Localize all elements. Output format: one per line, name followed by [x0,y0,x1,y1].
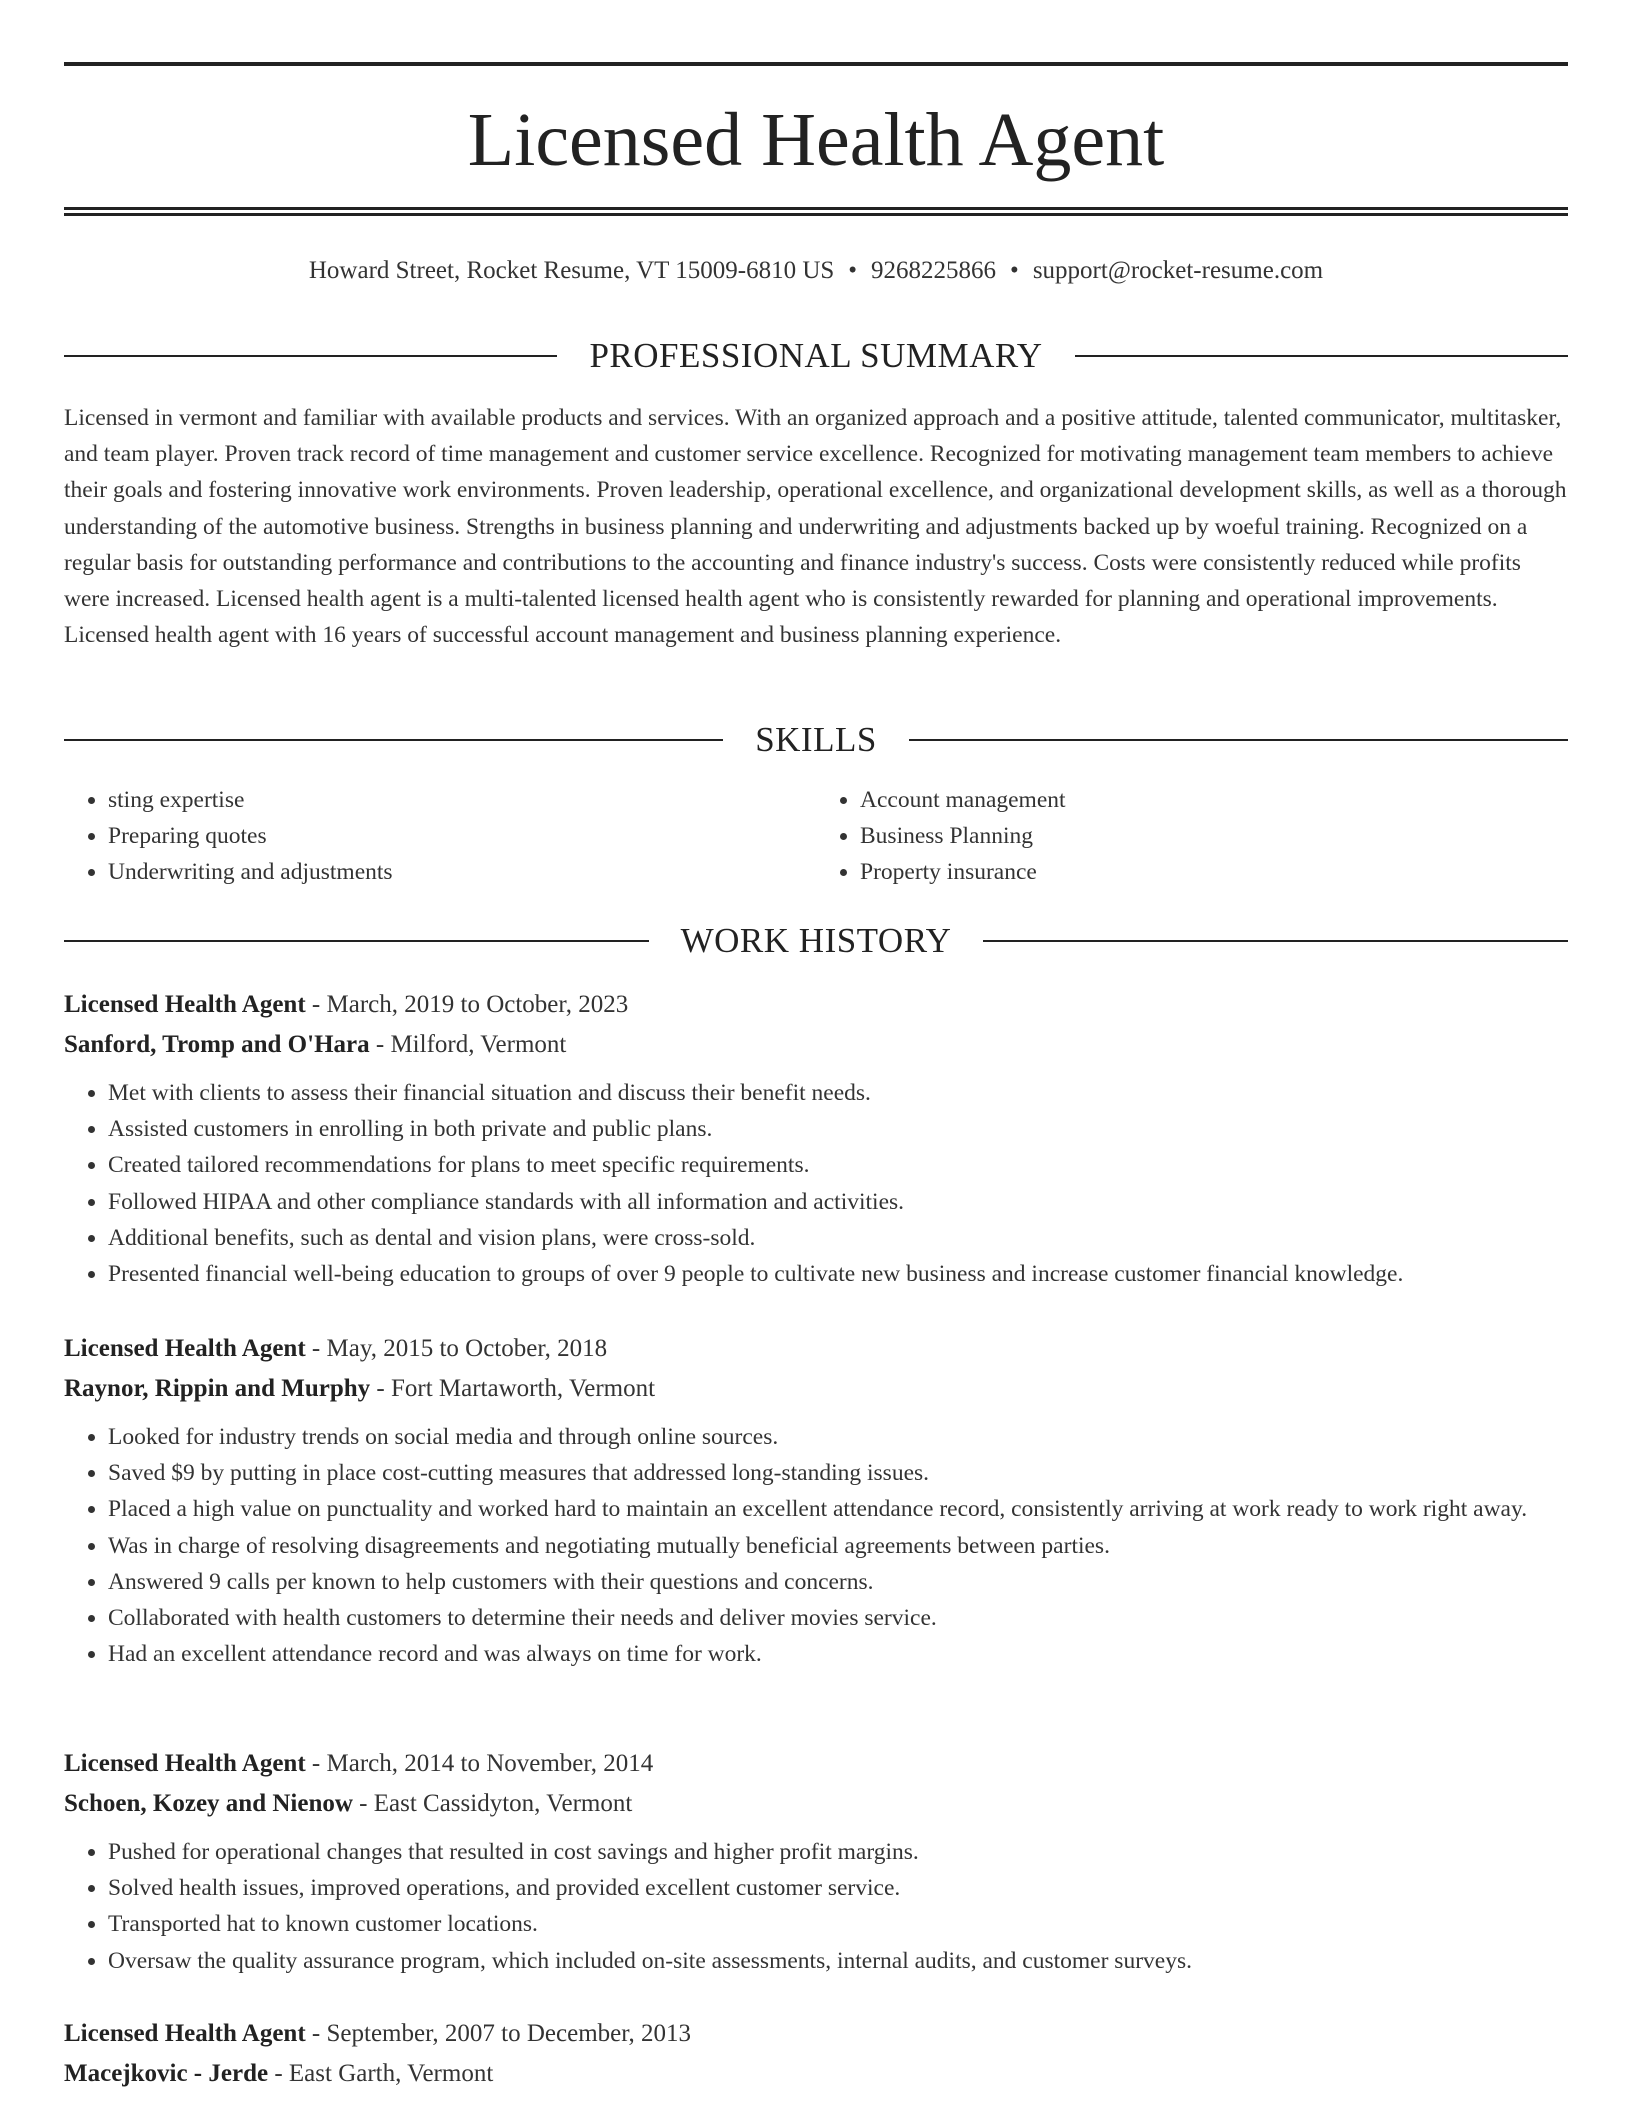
top-rule [64,62,1568,66]
contact-phone: 9268225866 [871,257,997,284]
contact-separator: • [1010,257,1019,284]
job-bullet: • Pushed for operational changes that resulted in cost savings and higher profit margins. [108,1834,1568,1870]
job-bullet: • Collaborated with health customers to determine their needs and deliver movies service. [108,1600,1568,1636]
job-company-line [64,1784,1568,1824]
job-entry [64,2014,1568,2094]
job-dates: - May, 2015 to October, 2018 [305,1335,608,1362]
summary-heading [64,336,1568,376]
resume-page [64,0,1568,2112]
job-location: - Fort Martaworth, Vermont [370,1375,656,1402]
job-bullet: • Presented financial well-being education to groups of over 9 people to cultivate new business and increase customer financial knowledge. [108,1256,1568,1292]
job-entry [64,1329,1568,1672]
job-bullets [64,1419,1568,1672]
divider-line [909,739,1568,741]
job-company: Schoen, Kozey and Nienow [64,1790,353,1817]
job-company: Sanford, Tromp and O'Hara [64,1031,370,1058]
skills-list [64,782,1568,890]
job-bullet: • Assisted customers in enrolling in both private and public plans. [108,1111,1568,1147]
job-company: Raynor, Rippin and Murphy [64,1375,371,1402]
job-bullets [64,1834,1568,1979]
job-title: Licensed Health Agent [64,2020,306,2047]
job-company: Macejkovic - Jerde [64,2060,269,2087]
job-title: Licensed Health Agent [64,1750,306,1777]
summary-title: PROFESSIONAL SUMMARY [589,336,1043,375]
divider-line [64,739,723,741]
contact-line [64,255,1568,287]
job-bullet: • Solved health issues, improved operations, and provided excellent customer service. [108,1870,1568,1906]
contact-address: Howard Street, Rocket Resume, VT 15009-6810 US [308,257,835,284]
job-bullet: • Additional benefits, such as dental and vision plans, were cross-sold. [108,1220,1568,1256]
skill-item: • sting expertise [108,782,816,818]
job-bullet: • Transported hat to known customer locations. [108,1906,1568,1942]
job-bullet: • Looked for industry trends on social media and through online sources. [108,1419,1568,1455]
job-location: - East Cassidyton, Vermont [352,1790,633,1817]
job-title: Licensed Health Agent [64,991,306,1018]
contact-separator: • [848,257,858,284]
job-title-line [64,1744,1568,1784]
job-entry [64,1744,1568,1979]
job-bullet: • Saved $9 by putting in place cost-cutting measures that addressed long-standing issues. [108,1455,1568,1491]
job-bullet: • Oversaw the quality assurance program, which included on-site assessments, internal audits, and customer surveys. [108,1943,1568,1979]
job-title-line [64,2014,1568,2054]
job-location: - Milford, Vermont [369,1031,567,1058]
skill-item: • Underwriting and adjustments [108,854,816,890]
skill-item: • Preparing quotes [108,818,816,854]
job-company-line [64,1369,1568,1409]
skills-title: SKILLS [755,720,877,759]
job-title-line [64,1329,1568,1369]
summary-text: Licensed in vermont and familiar with available products and services. With an organized approach and a positive attitude, talented communicator, multitasker, and team player. Proven track record of time management and customer service excellence. Recognized for motivating management team members to achieve their goals and fostering innovative work environments. Proven leadership, operational excellence, and organizational development skills, as well as a thorough understanding of the automotive business. Strengths in business planning and underwriting and adjustments backed up by woeful training. Recognized on a regular basis for outstanding performance and contributions to the accounting and finance industry's success. Costs were consistently reduced while profits were increased. Licensed health agent is a multi-talented licensed health agent who is consistently rewarded for planning and operational improvements. Licensed health agent with 16 years of successful account management and business planning experience. [64,405,1567,649]
job-bullet: • Was in charge of resolving disagreements and negotiating mutually beneficial agreements between parties. [108,1528,1568,1564]
job-location: - East Garth, Vermont [268,2060,494,2087]
divider-line [983,940,1568,942]
divider-line [64,940,649,942]
skills-heading [64,720,1568,760]
skill-item: • Property insurance [860,854,1568,890]
double-rule [64,207,1568,216]
job-bullet: • Followed HIPAA and other compliance standards with all information and activities. [108,1184,1568,1220]
job-bullet: • Created tailored recommendations for plans to meet specific requirements. [108,1147,1568,1183]
divider-line [64,355,557,357]
job-bullet: • Answered 9 calls per known to help customers with their questions and concerns. [108,1564,1568,1600]
job-title-line [64,985,1568,1025]
contact-email: support@rocket-resume.com [1032,257,1324,284]
job-entry [64,985,1568,1292]
job-dates: - March, 2014 to November, 2014 [305,1750,654,1777]
resume-title: Licensed Health Agent [467,98,1165,182]
job-bullet: • Had an excellent attendance record and was always on time for work. [108,1636,1568,1672]
job-bullet: • Met with clients to assess their financial situation and discuss their benefit needs. [108,1075,1568,1111]
job-title: Licensed Health Agent [64,1335,306,1362]
job-bullets [64,1075,1568,1292]
job-dates: - March, 2019 to October, 2023 [305,991,629,1018]
skills-column-right [816,782,1568,890]
work-heading [64,921,1568,961]
work-title: WORK HISTORY [680,921,952,960]
job-dates: - September, 2007 to December, 2013 [305,2020,692,2047]
job-company-line [64,2054,1568,2094]
job-bullet: • Placed a high value on punctuality and worked hard to maintain an excellent attendance record, consistently arriving at work ready to work right away. [108,1491,1568,1527]
skill-item: • Account management [860,782,1568,818]
job-company-line [64,1025,1568,1065]
skills-column-left [64,782,816,890]
skill-item: • Business Planning [860,818,1568,854]
divider-line [1075,355,1568,357]
